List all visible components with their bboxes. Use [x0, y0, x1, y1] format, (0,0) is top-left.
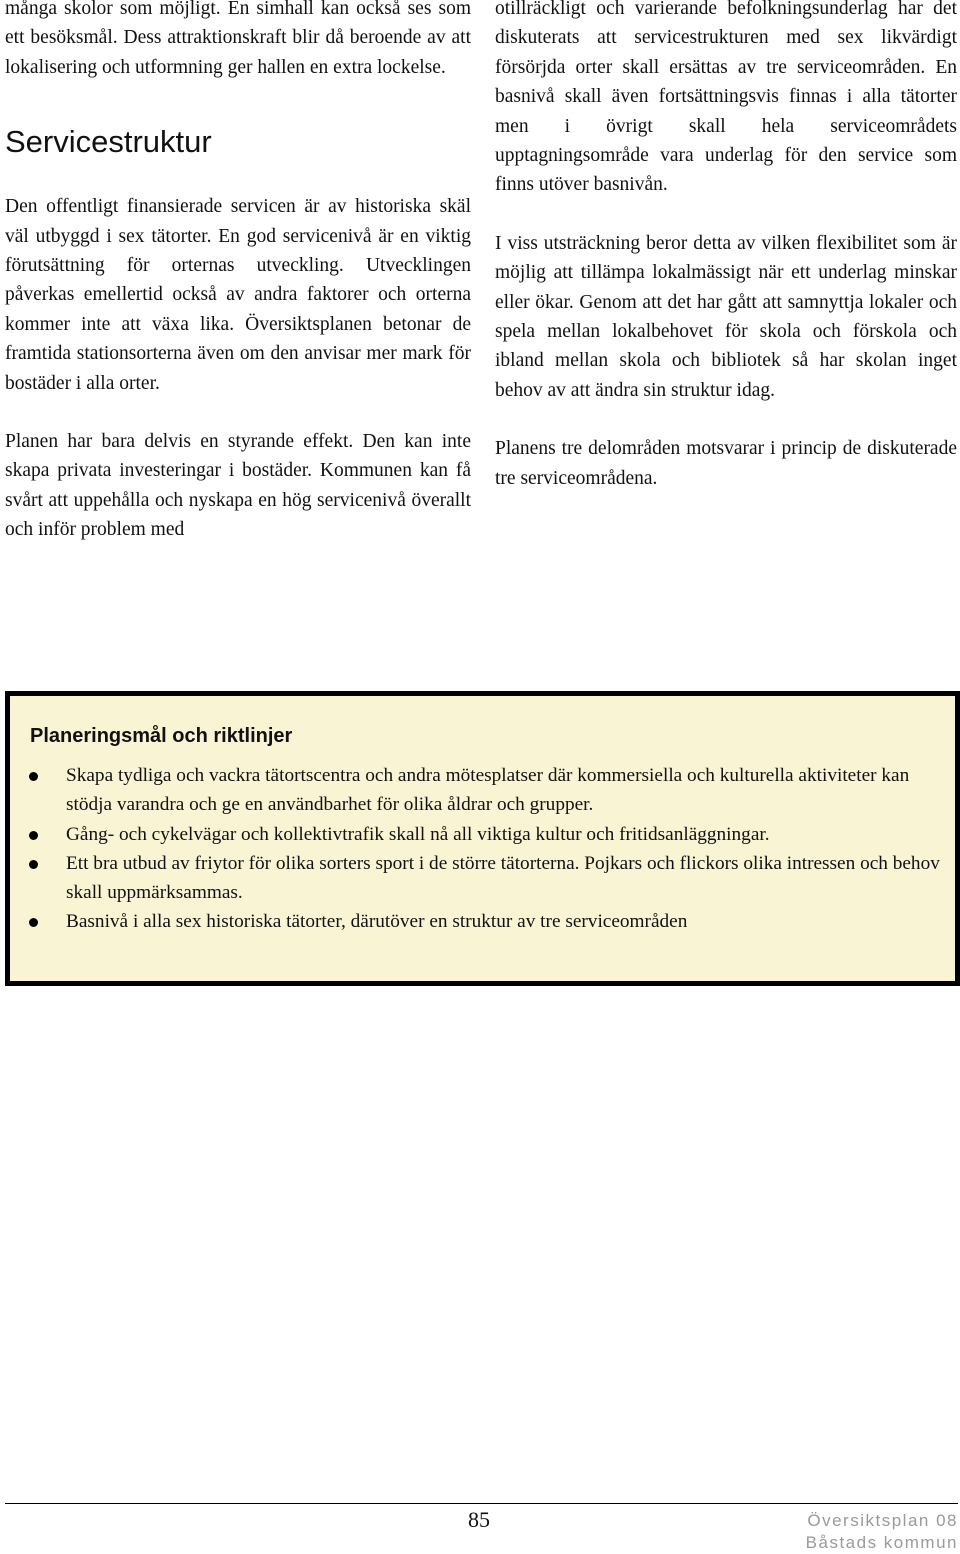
list-item — [26, 820, 946, 849]
paragraph-gap — [495, 200, 957, 229]
list-item-text: Ett bra utbud av friytor för olika sorters sport i de större tätorterna. Pojkars och flickors olika intressen och behov skall uppmärksammas. — [66, 852, 940, 904]
footer-divider — [5, 1503, 958, 1504]
list-item-text: Skapa tydliga och vackra tätortscentra och andra mötesplatser där kommersiella och kulturella aktiviteter kan stödja varandra och ge en användbarhet för olika åldrar och grupper. — [66, 765, 910, 816]
body-paragraph: Planens tre delområden motsvarar i princip de diskuterade tre serviceområdena. — [495, 438, 957, 489]
list-item — [26, 907, 946, 936]
document-title: Översiktsplan 08 — [807, 1511, 958, 1530]
footer-document-info — [806, 1510, 958, 1554]
body-paragraph: Planen har bara delvis en styrande effekt. Den kan inte skapa privata investeringar i bostäder. Kommunen kan få svårt att uppehålla och nyskapa en hög servicenivå överallt och inför problem med — [5, 431, 471, 541]
page-number: 85 — [468, 1507, 490, 1532]
bullet-icon — [29, 860, 38, 869]
list-item — [26, 849, 946, 908]
list-item — [26, 761, 946, 820]
municipality-name: Båstads kommun — [805, 1533, 958, 1552]
planning-goals-title: Planeringsmål och riktlinjer — [30, 725, 293, 747]
body-paragraph: I viss utsträckning beror detta av vilken flexibilitet som är möjlig att tillämpa lokalmässigt när ett underlag minskar eller ökar. Genom att det har gått att samnyttja lokaler och spela mellan lokalbehovet för skola och förskola och ibland mellan skola och bibliotek så har skolan inget behov av att ändra sin struktur idag. — [495, 232, 957, 401]
bullet-icon — [29, 918, 38, 927]
paragraph-gap — [5, 398, 471, 427]
bullet-icon — [29, 831, 38, 840]
bullet-icon — [29, 772, 38, 781]
body-paragraph: Den offentligt finansierade servicen är av historiska skäl väl utbyggd i sex tätorter. En god servicenivå är en viktig förutsättning för orternas utveckling. Utvecklingen påverkas emellertid också av andra faktorer och orterna kommer inte att växa lika. Översiktsplanen betonar de framtida stationsorterna även om den anvisar mer mark för bostäder i alla orter. — [5, 196, 471, 394]
body-paragraph: otillräckligt och varierande befolkningsunderlag har det diskuterats att servicestrukturen med sex likvärdigt försörjda orter skall ersättas av tre serviceområden. En basnivå skall även fortsättningsvis finnas i alla tätorter men i övrigt skall hela serviceområdets upptagningsområde vara underlag för den service som finns utöver basnivån. — [495, 0, 957, 196]
section-heading: Servicestruktur — [5, 124, 212, 160]
right-column — [495, 0, 957, 493]
list-item-text: Basnivå i alla sex historiska tätorter, därutöver en struktur av tre serviceområden — [66, 911, 688, 933]
list-item-text: Gång- och cykelvägar och kollektivtrafik skall nå all viktiga kultur och fritidsanläggningar. — [66, 823, 770, 845]
intro-paragraph: många skolor som möjligt. En simhall kan också ses som ett besöksmål. Dess attraktionskraft blir då beroende av att lokalisering och utformning ger hallen en extra lockelse. — [5, 0, 471, 78]
planning-goals-box — [5, 691, 960, 986]
paragraph-gap — [495, 405, 957, 434]
planning-goals-list — [26, 761, 946, 937]
left-column — [5, 0, 471, 545]
